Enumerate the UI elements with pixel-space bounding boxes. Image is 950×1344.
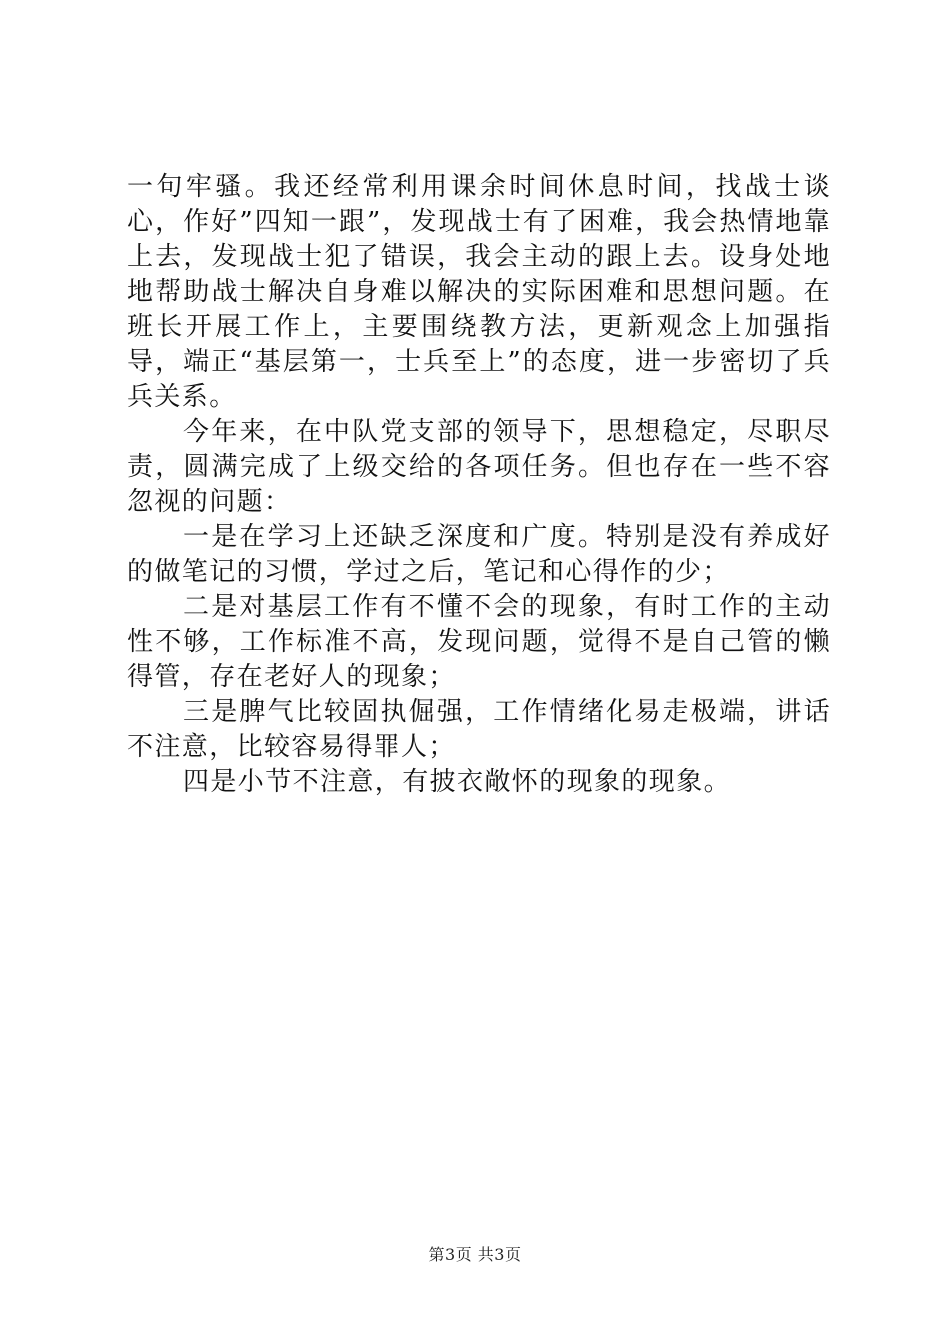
paragraph-summary: 今年来，在中队党支部的领导下，思想稳定，尽职尽责，圆满完成了上级交给的各项任务。但也存在一些不容忽视的问题： — [127, 417, 831, 517]
paragraph-issue-two: 二是对基层工作有不懂不会的现象，有时工作的主动性不够，工作标准不高，发现问题，觉得不是自己管的懒得管，存在老好人的现象； — [127, 592, 831, 692]
page-number-footer: 第3页 共3页 — [428, 1245, 522, 1264]
paragraph-issue-four: 四是小节不注意，有披衣敞怀的现象的现象。 — [183, 767, 732, 797]
paragraph-issue-three: 三是脾气比较固执倔强，工作情绪化易走极端，讲话不注意，比较容易得罪人； — [127, 697, 831, 762]
paragraph-continuation: 一句牢骚。我还经常利用课余时间休息时间，找战士谈心，作好”四知一跟”，发现战士有了困难，我会热情地靠上去，发现战士犯了错误，我会主动的跟上去。设身处地地帮助战士解决自身难以解决的实际困难和思想问题。在班长开展工作上，主要围绕教方法，更新观念上加强指导，端正“基层第一，士兵至上”的态度，进一步密切了兵兵关系。 — [127, 172, 831, 412]
paragraph-issue-one: 一是在学习上还缺乏深度和广度。特别是没有养成好的做笔记的习惯，学过之后，笔记和心得作的少； — [127, 522, 831, 587]
document-body — [127, 170, 831, 800]
